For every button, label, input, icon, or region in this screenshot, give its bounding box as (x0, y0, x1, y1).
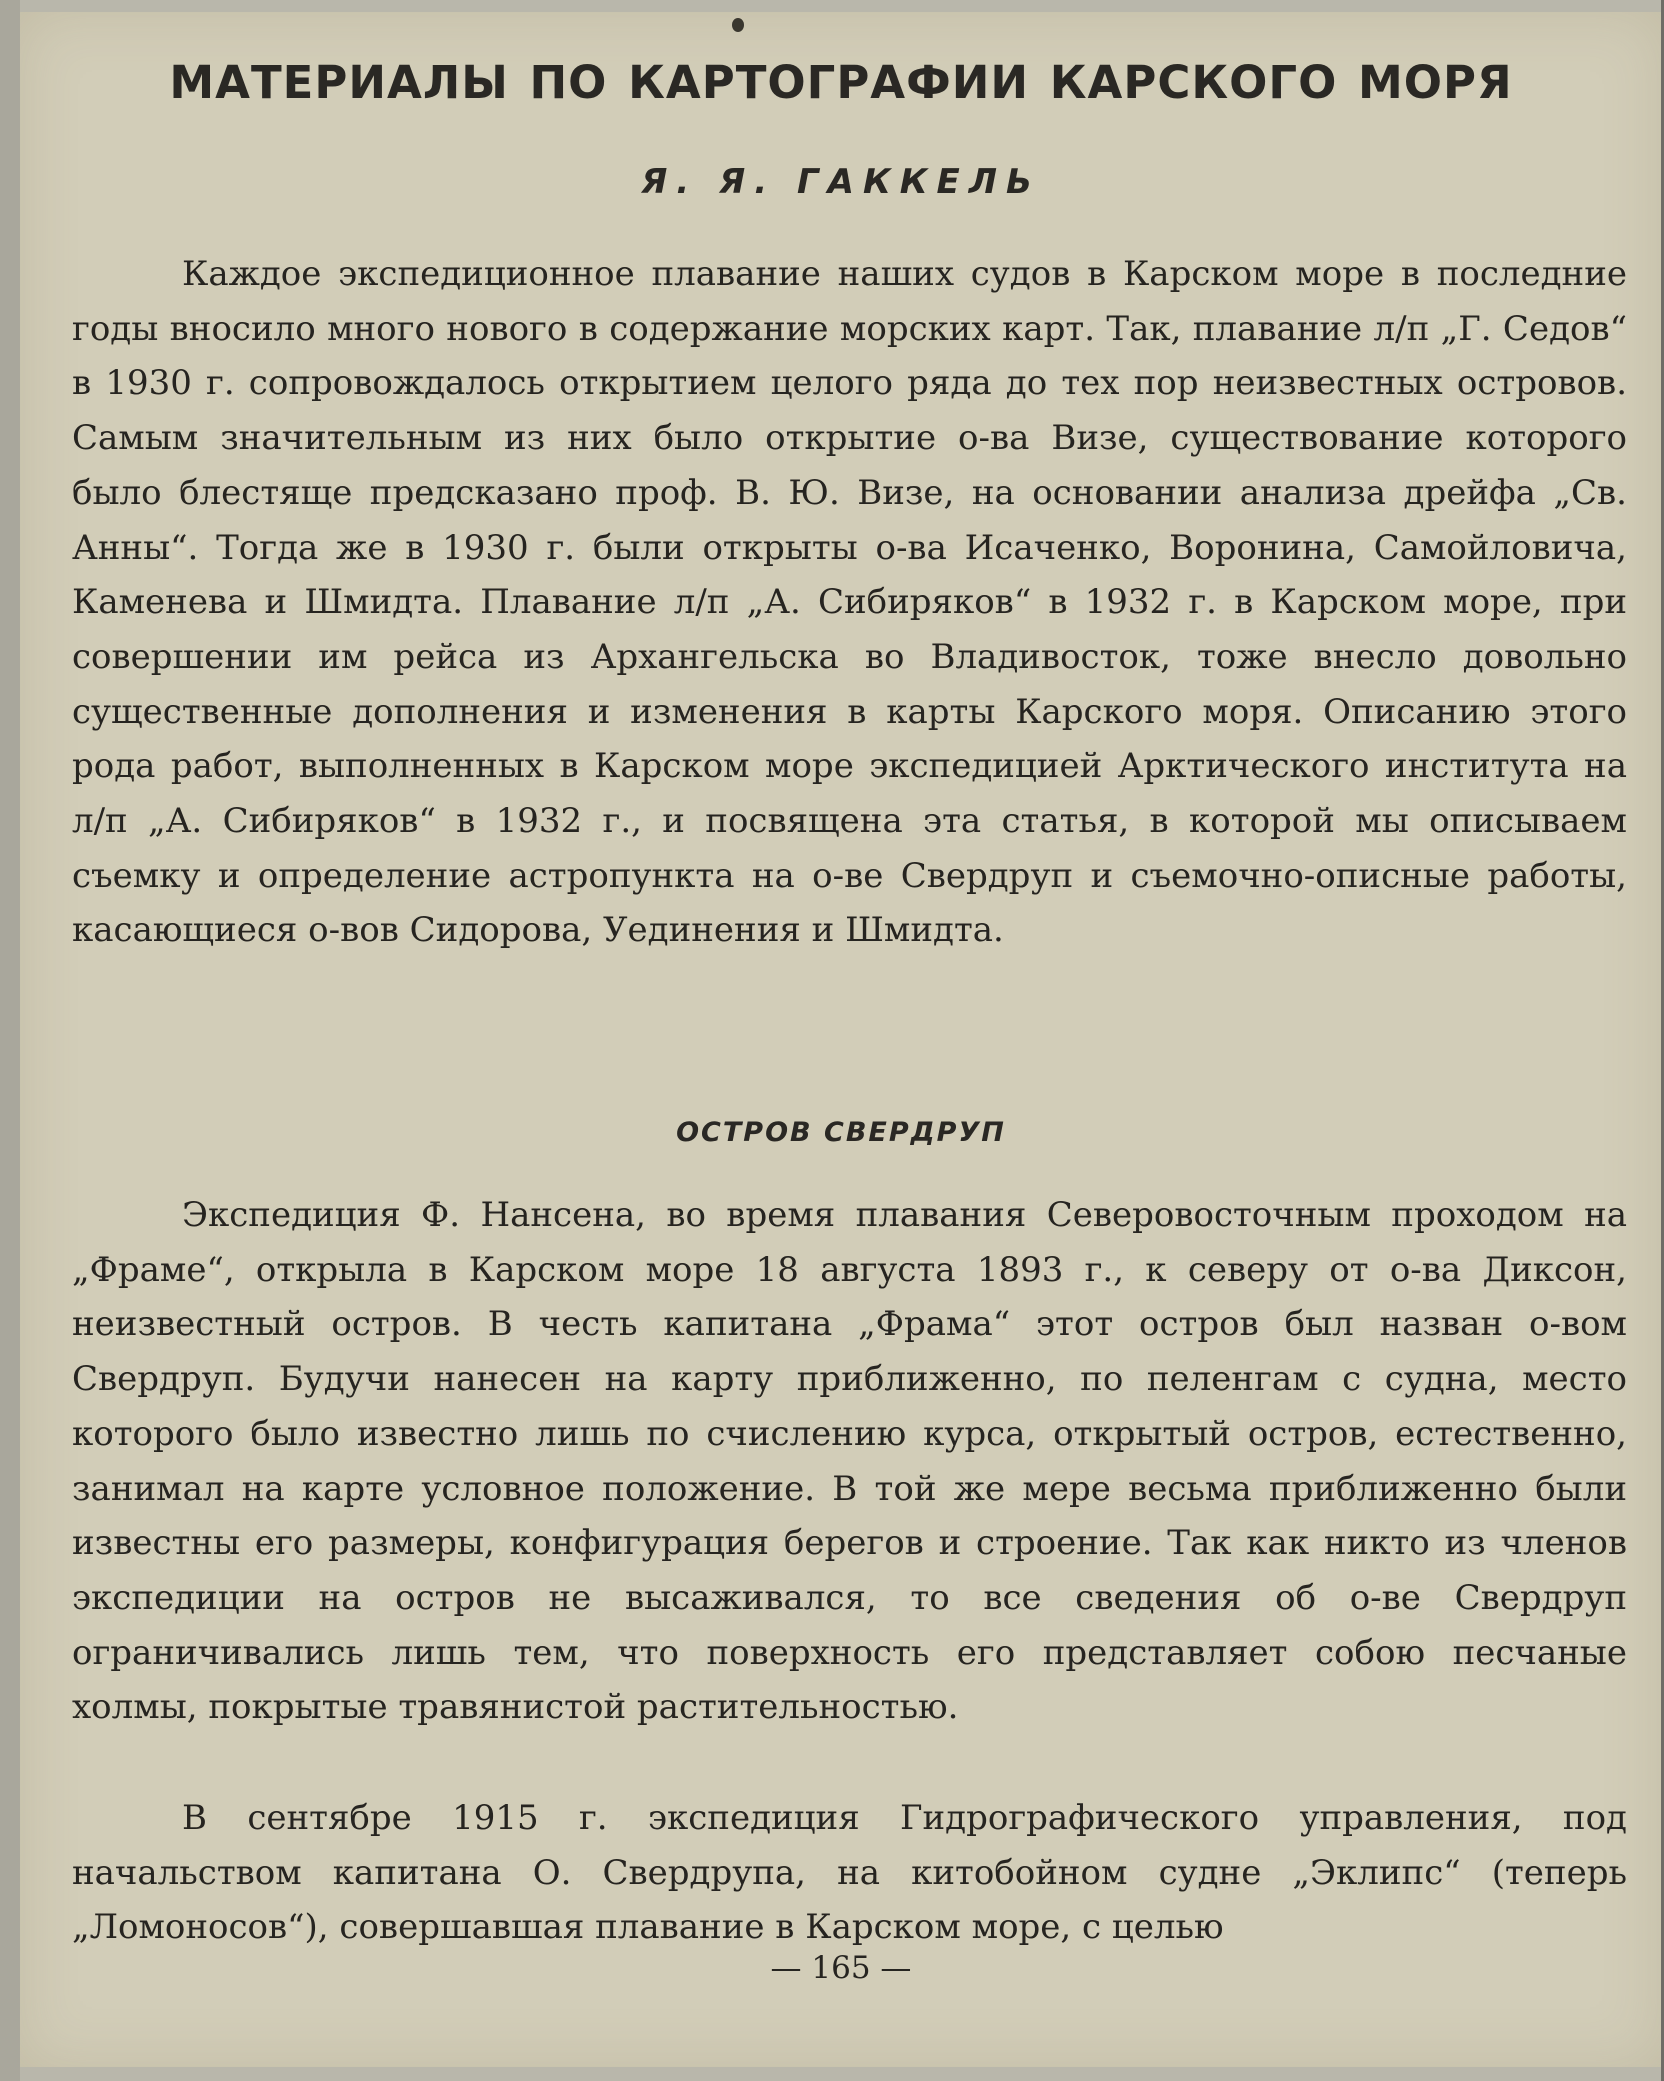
section-paragraph-2: В сентябре 1915 г. экспедиция Гидрографического управления, под начальством капитана О. Свердрупа, на китобойном судне „Эклипс“ (теперь „Ломоносов“), совершавшая плавание в Карском море, с целью (72, 1798, 1627, 1948)
intro-block (72, 247, 1627, 958)
section-block-2 (72, 1791, 1627, 1955)
intro-paragraph: Каждое экспедиционное плавание наших судов в Карском море в последние годы вносило много нового в содержание морских карт. Так, плавание л/п „Г. Седов“ в 1930 г. сопровождалось открытием целого ряда до тех пор неизвестных островов. Самым значительным из них было открытие о-ва Визе, существование которого было блестяще предсказано проф. В. Ю. Визе, на основании анализа дрейфа „Св. Анны“. Тогда же в 1930 г. были открыты о-ва Исаченко, Воронина, Самойловича, Каменева и Шмидта. Плавание л/п „А. Сибиряков“ в 1932 г. в Карском море, при совершении им рейса из Архангельска во Владивосток, тоже внесло довольно существенные дополнения и изменения в карты Карского моря. Описанию этого рода работ, выполненных в Карском море экспедицией Арктического института на л/п „А. Сибиряков“ в 1932 г., и посвящена эта статья, в которой мы описываем съемку и определение астропункта на о-ве Свердруп и съемочно-описные работы, касающиеся о-вов Сидорова, Уединения и Шмидта. (72, 254, 1627, 951)
article-title: МАТЕРИАЛЫ ПО КАРТОГРАФИИ КАРСКОГО МОРЯ (169, 56, 1513, 109)
ink-speck (732, 18, 744, 32)
section-block-1 (72, 1188, 1627, 1735)
scan-margin-left (0, 0, 20, 2081)
section-heading: ОСТРОВ СВЕРДРУП (676, 1117, 1006, 1148)
section-paragraph-1: Экспедиция Ф. Нансена, во время плавания Северовосточным проходом на „Фраме“, открыла в Карском море 18 августа 1893 г., к северу от о-ва Диксон, неизвестный остров. В честь капитана „Фрама“ этот остров был назван о-вом Свердруп. Будучи нанесен на карту приближенно, по пеленгам с судна, место которого было известно лишь по счислению курса, открытый остров, естественно, занимал на карте условное положение. В той же мере весьма приближенно были известны его размеры, конфигурация берегов и строение. Так как никто из членов экспедиции на остров не высаживался, то все сведения об о-ве Свердруп ограничивались лишь тем, что поверхность его представляет собою песчаные холмы, покрытые травянистой растительностью. (72, 1195, 1627, 1728)
page-number: — 165 — (770, 1950, 912, 1986)
book-page (20, 12, 1662, 2067)
article-author: Я. Я. ГАККЕЛЬ (641, 162, 1041, 202)
